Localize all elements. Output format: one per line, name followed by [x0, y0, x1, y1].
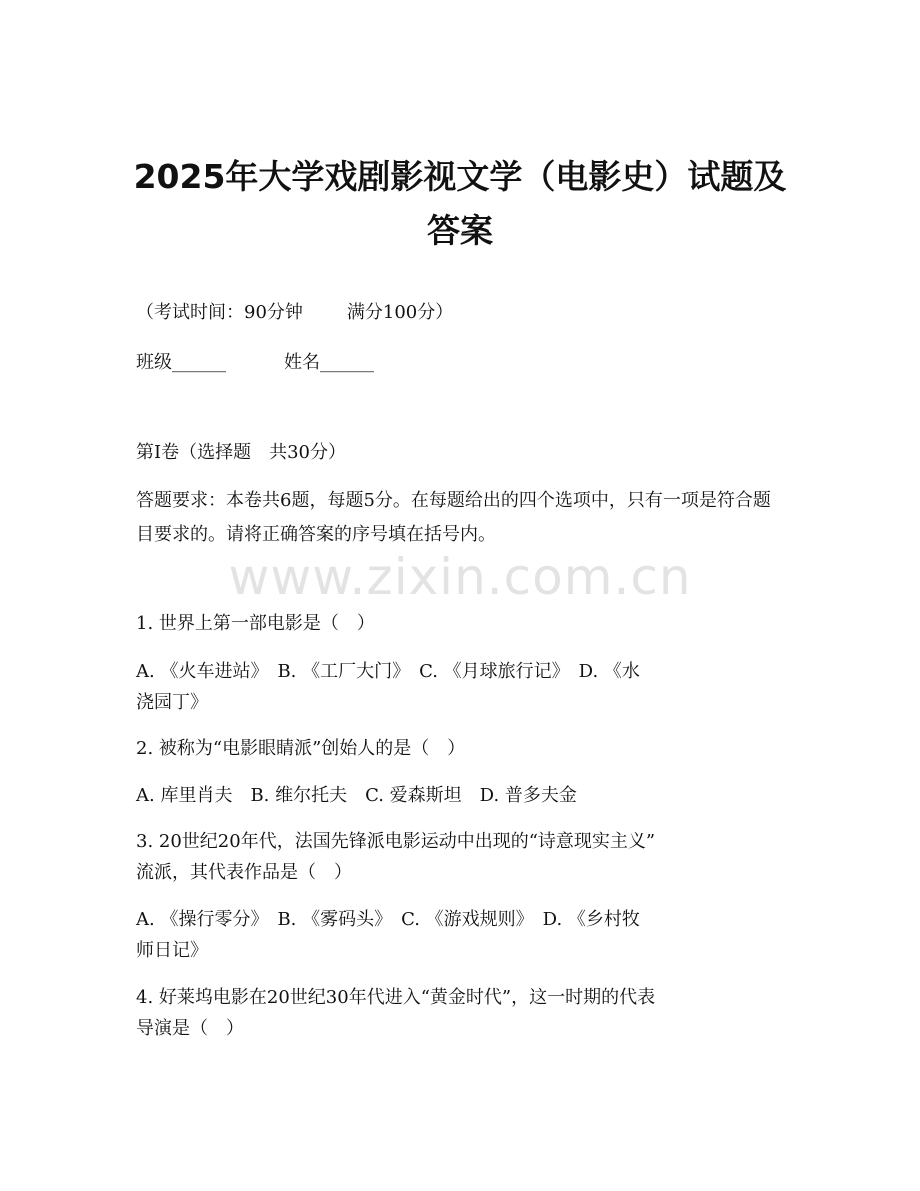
question-1-options-line-2: 浇园丁》: [136, 692, 208, 713]
question-4-line-1: 4. 好莱坞电影在20世纪30年代进入“黄金时代”，这一时期的代表: [136, 987, 656, 1008]
name-field: 姓名______: [284, 352, 374, 373]
instructions: 答题要求：本卷共6题，每题5分。在每题给出的四个选项中，只有一项是符合题目要求的。请将正确答案的序号填在括号内。: [136, 490, 771, 545]
student-info: [136, 346, 786, 380]
question-2-options: A. 库里肖夫 B. 维尔托夫 C. 爱森斯坦 D. 普多夫金: [136, 785, 577, 806]
exam-time: （考试时间：90分钟: [136, 302, 303, 323]
question-3-line-2: 流派，其代表作品是（ ）: [136, 862, 352, 883]
class-field: 班级______: [136, 352, 226, 373]
section-heading: 第I卷（选择题 共30分）: [136, 442, 347, 463]
exam-full-score: 满分100分）: [346, 302, 454, 323]
question-1-options-line-1: A. 《火车进站》 B. 《工厂大门》 C. 《月球旅行记》 D. 《水: [136, 661, 640, 682]
question-1: 1. 世界上第一部电影是（ ）: [136, 613, 375, 634]
document-title: [100, 150, 820, 258]
exam-info: [136, 296, 786, 330]
watermark: www.zixin.com.cn: [228, 548, 692, 606]
title-line-1: 2025年大学戏剧影视文学（电影史）试题及: [133, 157, 787, 196]
question-3-options-line-2: 师日记》: [136, 940, 208, 961]
question-2: 2. 被称为“电影眼睛派”创始人的是（ ）: [136, 738, 466, 759]
title-line-2: 答案: [427, 211, 493, 250]
question-4-line-2: 导演是（ ）: [136, 1018, 244, 1039]
question-3-line-1: 3. 20世纪20年代，法国先锋派电影运动中出现的“诗意现实主义”: [136, 831, 656, 852]
question-3-options-line-1: A. 《操行零分》 B. 《雾码头》 C. 《游戏规则》 D. 《乡村牧: [136, 909, 640, 930]
